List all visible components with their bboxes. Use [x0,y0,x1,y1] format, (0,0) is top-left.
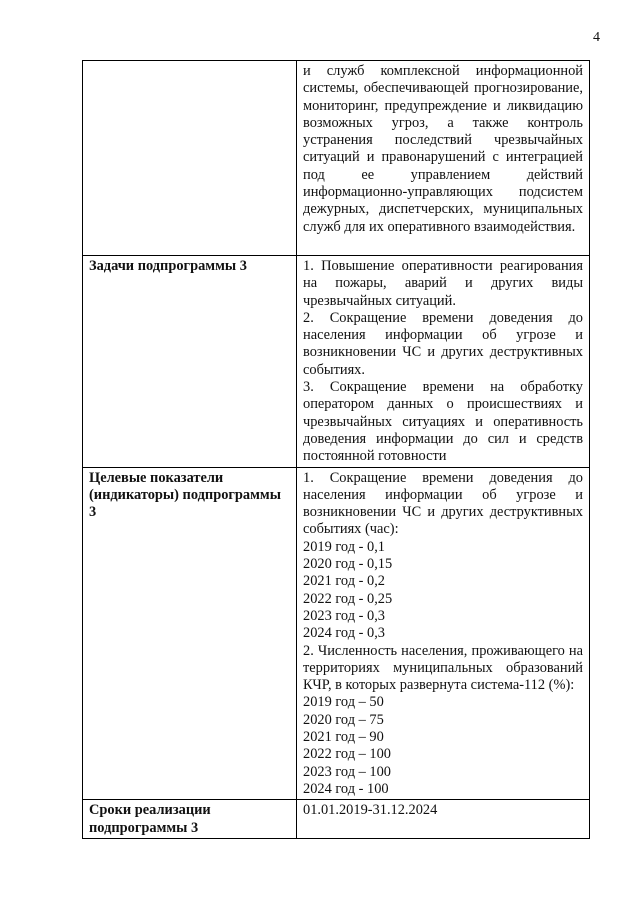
content-paragraph: 1. Сокращение времени доведения до населения информации об угрозе и возникновении ЧС и других деструктивных событиях (час): [303,469,583,538]
row-content-period [297,800,590,839]
indicator-value: 2024 год - 0,3 [303,625,386,642]
table-row [83,800,590,839]
indicator-value: 2024 год - 100 [303,780,389,797]
row-content [297,61,590,256]
row-content-tasks [297,256,590,468]
content-paragraph: 3. Сокращение времени на обработку оператором данных о происшествиях и чрезвычайных ситуациях и оперативность доведения информации до сил и средств постоянной готовности [303,379,583,465]
indicator-value: 2023 год – 100 [303,763,392,780]
content-paragraph: 2. Численность населения, проживающего на территориях муниципальных образований КЧР, в которых развернута система-112 (%): [303,642,583,694]
passport-table [82,60,590,839]
table-row [83,467,590,800]
row-label [83,61,297,256]
table-row [83,256,590,468]
content-paragraph: и служб комплексной информационной системы, обеспечивающей прогнозирование, мониторинг, предупреждение и ликвидацию возможных угроз, а также контроль устранения последствий чрезвычайных ситуаций и правонарушений с интеграцией под ее управлением действий информационно-управляющих подсистем дежурных, диспетчерских, муниципальных служб для их оперативного взаимодействия. [303,63,583,235]
content-paragraph: 2. Сокращение времени доведения до населения информации об угрозе и возникновении ЧС и других деструктивных событиях. [303,309,583,378]
content-paragraph: 1. Повышение оперативности реагирования на пожары, аварий и других виды чрезвычайных ситуаций. [303,258,583,309]
row-label-indicators: Целевые показатели (индикаторы) подпрограммы 3 [83,467,297,800]
indicator-value: 2020 год – 75 [303,711,384,728]
period-value: 01.01.2019-31.12.2024 [303,802,438,819]
indicator-value: 2022 год – 100 [303,746,392,763]
page-number: 4 [593,30,600,45]
row-label-tasks: Задачи подпрограммы 3 [83,256,297,468]
indicator-value: 2023 год - 0,3 [303,607,386,624]
indicator-value: 2019 год - 0,1 [303,538,386,555]
table-row [83,61,590,256]
indicator-value: 2019 год – 50 [303,694,384,711]
indicator-value: 2020 год - 0,15 [303,556,393,573]
indicator-value: 2022 год - 0,25 [303,590,393,607]
row-content-indicators [297,467,590,800]
indicator-value: 2021 год - 0,2 [303,573,386,590]
row-label-period: Сроки реализации подпрограммы 3 [83,800,297,839]
indicator-value: 2021 год – 90 [303,729,384,746]
